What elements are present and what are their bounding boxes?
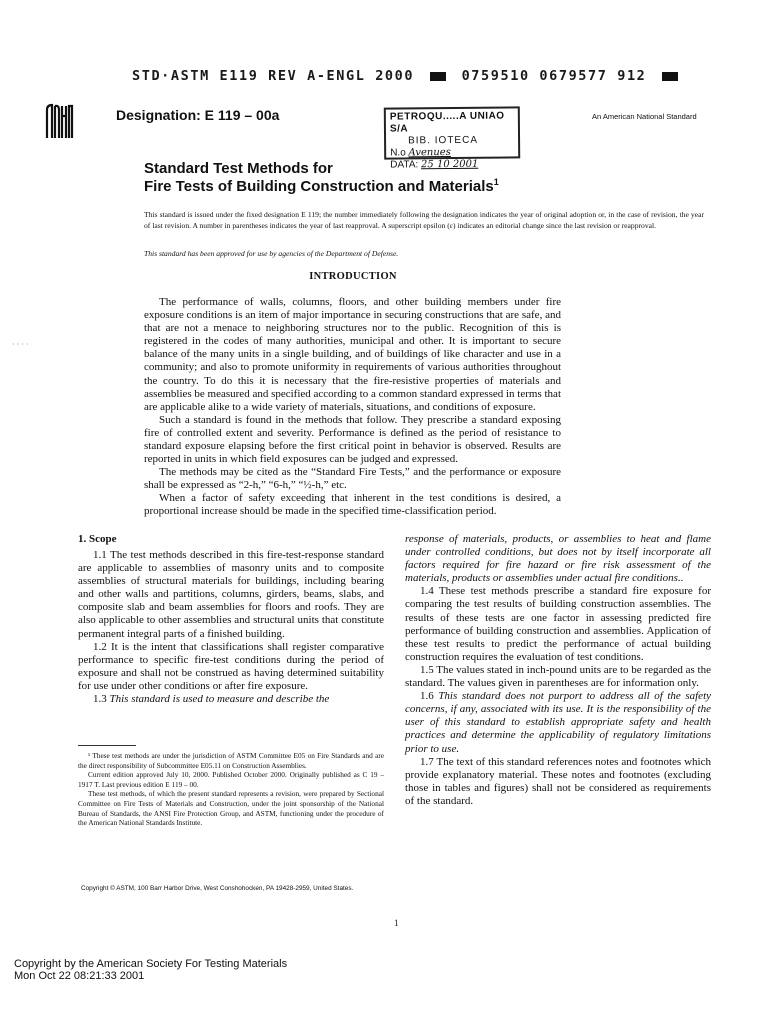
scope-1-6-number: 1.6 (420, 690, 434, 703)
stamp-handwritten-number: Avenues (408, 147, 451, 159)
stamp-date-label: DATA: (390, 159, 419, 171)
scope-1-3-continued: response of materials, products, or assemblies to heat and flame under controlled conditions, but does not by itself incorporate all factors required for fire hazard or fire risk assessment of the materials, products or assemblies under actual fire conditions.. (405, 533, 711, 585)
scope-1-3-text: This standard is used to measure and describe the (109, 693, 330, 706)
american-national-standard-label: An American National Standard (592, 112, 697, 121)
scope-1-6-text: This standard does not purport to address all of the safety concerns, if any, associated with its use. It is the responsibility of the user of this standard to establish appropriate safety and health practices and determine the applicability of regulatory limitations prior to use. (405, 690, 712, 755)
stamp-line-2: BIB. IOTECA (408, 134, 479, 147)
page-number: 1 (394, 918, 399, 928)
stamp-number-row (390, 146, 514, 159)
copyright-footer-line-2: Mon Oct 22 08:21:33 2001 (14, 970, 145, 982)
scope-1-5: 1.5 The values stated in inch-pound units are to be regarded as the standard. The values given in parentheses are for information only. (405, 663, 711, 690)
stamp-line-1: PETROQU.....A UNIAO S/A (389, 110, 505, 135)
footnote: ¹ These test methods are under the jurisdiction of ASTM Committee E05 on Fire Standards and are the direct responsibility of Subcommittee E05.11 on Construction Assemblies. (78, 751, 384, 770)
footnote-divider (78, 745, 136, 746)
redaction-block-icon (430, 72, 446, 81)
astm-copyright-line: Copyright © ASTM, 100 Barr Harbor Drive, West Conshohocken, PA 19428-2959, United States. (81, 885, 354, 892)
copyright-footer-line-1: Copyright by the American Society For Testing Materials (14, 958, 288, 970)
footnote: Current edition approved July 10, 2000. Published October 2000. Originally published as C 19 – 1917 T. Last previous edition E 119 – 00. (78, 770, 384, 789)
footnote: These test methods, of which the present standard represents a revision, were prepared by Sectional Committee on Fire Tests of Materials and Construction, under the joint sponsorship of the National Bureau of Standards, the ANSI Fire Protection Group, and ASTM, functioning under the procedure of the American National Standards Institute. (78, 789, 384, 828)
document-code-left: STD·ASTM E119 REV A-ENGL 2000 (132, 68, 415, 84)
library-stamp (384, 106, 520, 171)
title-line-2-text: Fire Tests of Building Construction and Materials (144, 178, 494, 195)
title-footnote-marker: 1 (493, 177, 499, 187)
footnotes (78, 751, 384, 828)
copyright-footer (14, 958, 287, 982)
designation-label: Designation: E 119 – 00a (116, 107, 280, 123)
scope-1-6 (405, 690, 711, 755)
scope-1-7: 1.7 The text of this standard references notes and footnotes which provide explanatory material. These notes and footnotes (excluding those in tables and figures) shall not be considered as requirements of the standard. (405, 755, 711, 807)
document-code-line (132, 68, 684, 84)
scope-1-3-number: 1.3 (93, 693, 107, 706)
stamp-date: 25 10 2001 (420, 158, 479, 171)
introduction-heading: INTRODUCTION (309, 271, 397, 282)
scope-1-2: 1.2 It is the intent that classifications shall register comparative performance to specific fire-test conditions during the period of exposure and shall not be construed as having determined suitability for use under other conditions or after fire exposure. (78, 640, 384, 692)
issued-note: This standard is issued under the fixed designation E 119; the number immediately following the designation indicates the year of original adoption or, in the case of revision, the year of last revision. A number in parentheses indicates the year of last reapproval. A superscript epsilon (ε) indicates an editorial change since the last revision or reapproval. (144, 210, 704, 230)
intro-paragraph: The performance of walls, columns, floors, and other building members under fire exposure conditions is an item of major importance in securing constructions that are safe, and that are not a menace to neighboring structures nor to the public. Recognition of this is registered in the codes of many authorities, municipal and other. It is important to secure balance of the many units in a single building, and of buildings of like character and use in a community; and also to promote uniformity in requirements of various authorities throughout the country. To do this it is necessary that the fire-resistive properties of materials and assemblies be measured and specified according to a common standard expressed in terms that are applicable alike to a wide variety of materials, situations, and conditions of exposure. (144, 296, 561, 413)
intro-paragraph: The methods may be cited as the “Standard Fire Tests,” and the performance or exposure shall be expressed as “2-h,” “6-h,” “½-h,” etc. (144, 466, 561, 492)
approved-note: This standard has been approved for use by agencies of the Department of Defense. (144, 249, 399, 258)
title-line-2 (144, 177, 499, 195)
scope-1-4: 1.4 These test methods prescribe a standard fire exposure for comparing the test results of building construction assemblies. The results of these tests are one factor in assessing predicted fire performance of building construction and assemblies. Application of these test results to predict the performance of actual building construction requires the evaluation of test conditions. (405, 585, 711, 663)
scope-1-1: 1.1 The test methods described in this fire-test-response standard are applicable to assemblies of masonry units and to composite assemblies of structural materials for buildings, including bearing and other walls and partitions, columns, girders, beams, slabs, and composite slab and beam assemblies for floors and roofs. They are also applicable to other assemblies and structural units that constitute permanent integral parts of a finished building. (78, 549, 384, 640)
redaction-block-icon (662, 72, 678, 81)
title-line-1: Standard Test Methods for (144, 160, 333, 177)
stamp-date-row (390, 158, 514, 171)
intro-paragraph: When a factor of safety exceeding that inherent in the test conditions is desired, a proportional increase should be made in the specified time-classification period. (144, 492, 561, 518)
document-code-right: 0759510 0679577 912 (461, 68, 647, 84)
intro-paragraph: Such a standard is found in the methods that follow. They prescribe a standard exposing fire of controlled extent and severity. Performance is defined as the period of resistance to standard exposure elapsing before the first critical point in behavior is observed. Results are reported in units in which field exposures can be judged and expressed. (144, 414, 561, 466)
left-column (78, 549, 384, 706)
right-column (405, 533, 711, 808)
scope-1-3-start (78, 693, 384, 706)
stamp-number-label: N.o (390, 147, 406, 159)
scope-heading: 1. Scope (78, 533, 117, 545)
astm-logo-icon (44, 102, 74, 142)
